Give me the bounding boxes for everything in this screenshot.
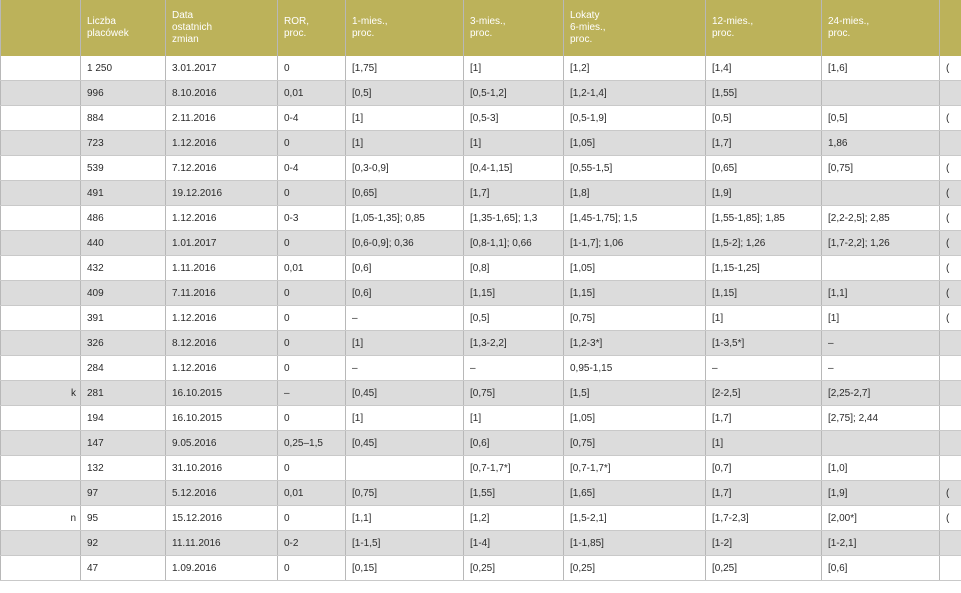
table-row [1,281,961,306]
cell-deposit-24m: [2,2-2,5]; 2,85 [822,206,940,231]
cell-next-column: ( [940,231,961,256]
cell-ror-rate: 0-2 [278,531,346,556]
cell-next-column [940,81,961,106]
cell-deposit-24m: [1,1] [822,281,940,306]
cell-deposit-6m: [1,45-1,75]; 1,5 [564,206,706,231]
header-line: 24-mies., [828,16,870,27]
cell-deposit-1m: [0,45] [346,431,464,456]
table-row [1,556,961,581]
cell-ror-rate: 0,01 [278,481,346,506]
cell-deposit-12m: [1,55] [706,81,822,106]
cell-deposit-3m: [1,7] [464,181,564,206]
cell-deposit-1m: [1] [346,331,464,356]
cell-deposit-12m: [1,7] [706,406,822,431]
cell-deposit-3m: [1,35-1,65]; 1,3 [464,206,564,231]
cell-deposit-3m: [0,5] [464,306,564,331]
cell-deposit-6m: [1,05] [564,406,706,431]
cell-deposit-6m: [0,7-1,7*] [564,456,706,481]
cell-branch-count: 486 [81,206,166,231]
cell-last-change-date: 16.10.2015 [166,381,278,406]
cell-deposit-1m: [0,45] [346,381,464,406]
cell-next-column: ( [940,56,961,81]
header-last-change-date [166,0,278,56]
cell-deposit-1m: [0,6] [346,256,464,281]
cell-branch-count: 491 [81,181,166,206]
cell-deposit-3m: [0,25] [464,556,564,581]
cell-bank-name [1,56,81,81]
table-row [1,131,961,156]
table-row [1,456,961,481]
cell-deposit-6m: [1,15] [564,281,706,306]
cell-ror-rate: 0,25–1,5 [278,431,346,456]
cell-next-column [940,381,961,406]
cell-deposit-1m: [1-1,5] [346,531,464,556]
cell-last-change-date: 1.01.2017 [166,231,278,256]
cell-deposit-6m: [1-1,85] [564,531,706,556]
cell-bank-name [1,331,81,356]
cell-deposit-12m: [0,25] [706,556,822,581]
cell-deposit-24m: [1,0] [822,456,940,481]
cell-last-change-date: 1.09.2016 [166,556,278,581]
header-line: zmian [172,34,199,45]
header-line: proc. [828,28,851,39]
cell-branch-count: 92 [81,531,166,556]
header-deposit-6m [564,0,706,56]
header-branch-count [81,0,166,56]
cell-last-change-date: 11.11.2016 [166,531,278,556]
cell-deposit-6m: 0,95-1,15 [564,356,706,381]
cell-branch-count: 391 [81,306,166,331]
cell-next-column [940,131,961,156]
cell-deposit-6m: [1,65] [564,481,706,506]
cell-deposit-12m: [1,7] [706,481,822,506]
cell-ror-rate: 0-4 [278,156,346,181]
cell-branch-count: 723 [81,131,166,156]
table-row [1,106,961,131]
cell-next-column: ( [940,256,961,281]
cell-bank-name [1,356,81,381]
table-row [1,531,961,556]
cell-last-change-date: 8.12.2016 [166,331,278,356]
cell-last-change-date: 1.11.2016 [166,256,278,281]
cell-next-column [940,356,961,381]
cell-deposit-24m [822,81,940,106]
cell-deposit-1m: [1,05-1,35]; 0,85 [346,206,464,231]
cell-deposit-3m: [1] [464,131,564,156]
cell-deposit-24m: [1,6] [822,56,940,81]
header-line: 6-mies., [570,22,606,33]
cell-deposit-3m: [0,8-1,1]; 0,66 [464,231,564,256]
cell-bank-name [1,406,81,431]
cell-branch-count: 432 [81,256,166,281]
cell-deposit-1m: [1] [346,406,464,431]
table-row [1,481,961,506]
header-line: proc. [570,34,593,45]
header-line: proc. [470,28,493,39]
cell-deposit-6m: [1,05] [564,256,706,281]
table-row [1,356,961,381]
cell-branch-count: 194 [81,406,166,431]
cell-deposit-1m: – [346,356,464,381]
cell-ror-rate: 0 [278,131,346,156]
cell-deposit-1m: [0,65] [346,181,464,206]
header-deposit-12m [706,0,822,56]
cell-bank-name [1,456,81,481]
cell-deposit-3m: [0,5-3] [464,106,564,131]
cell-bank-name [1,131,81,156]
cell-deposit-3m: – [464,356,564,381]
cell-ror-rate: 0 [278,356,346,381]
cell-ror-rate: 0 [278,506,346,531]
cell-bank-name [1,231,81,256]
cell-deposit-12m: [1,15-1,25] [706,256,822,281]
cell-last-change-date: 1.12.2016 [166,356,278,381]
table-row [1,56,961,81]
table-row [1,406,961,431]
cell-deposit-1m: [0,3-0,9] [346,156,464,181]
cell-deposit-3m: [1,2] [464,506,564,531]
table-row [1,256,961,281]
cell-bank-name [1,281,81,306]
cell-deposit-12m: [1] [706,431,822,456]
header-line: Liczba [87,16,116,27]
cell-deposit-6m: [1,5] [564,381,706,406]
cell-deposit-24m: [2,75]; 2,44 [822,406,940,431]
cell-deposit-1m: – [346,306,464,331]
cell-deposit-6m: [0,75] [564,306,706,331]
cell-deposit-24m: [1,7-2,2]; 1,26 [822,231,940,256]
cell-branch-count: 132 [81,456,166,481]
cell-deposit-24m: – [822,356,940,381]
cell-deposit-3m: [1-4] [464,531,564,556]
cell-deposit-12m: [1-3,5*] [706,331,822,356]
cell-bank-name [1,81,81,106]
header-line: 12-mies., [712,16,754,27]
cell-deposit-1m: [1] [346,106,464,131]
cell-bank-name [1,431,81,456]
cell-deposit-6m: [0,5-1,9] [564,106,706,131]
cell-last-change-date: 7.12.2016 [166,156,278,181]
cell-next-column: ( [940,481,961,506]
table-row [1,231,961,256]
cell-branch-count: 281 [81,381,166,406]
cell-deposit-3m: [1] [464,56,564,81]
cell-ror-rate: 0 [278,56,346,81]
cell-deposit-12m: – [706,356,822,381]
table-header-row [1,0,961,56]
cell-last-change-date: 7.11.2016 [166,281,278,306]
table-row [1,506,961,531]
table-row [1,181,961,206]
cell-deposit-3m: [1,55] [464,481,564,506]
cell-deposit-1m: [1,1] [346,506,464,531]
header-line: 1-mies., [352,16,388,27]
cell-bank-name [1,306,81,331]
cell-ror-rate: 0-3 [278,206,346,231]
table-row [1,381,961,406]
cell-ror-rate: 0 [278,556,346,581]
cell-deposit-12m: [1,7] [706,131,822,156]
table-row [1,431,961,456]
cell-bank-name [1,481,81,506]
cell-bank-name [1,531,81,556]
cell-deposit-24m: [1,9] [822,481,940,506]
cell-branch-count: 284 [81,356,166,381]
cell-last-change-date: 31.10.2016 [166,456,278,481]
header-ror-rate [278,0,346,56]
cell-next-column: ( [940,281,961,306]
cell-branch-count: 95 [81,506,166,531]
cell-next-column: ( [940,106,961,131]
cell-deposit-6m: [1,2-1,4] [564,81,706,106]
cell-deposit-24m [822,431,940,456]
header-line: 3-mies., [470,16,506,27]
table-body [1,56,961,581]
cell-branch-count: 884 [81,106,166,131]
cell-ror-rate: 0 [278,281,346,306]
cell-next-column [940,431,961,456]
header-line: placówek [87,28,129,39]
table-row [1,331,961,356]
cell-branch-count: 539 [81,156,166,181]
cell-next-column [940,406,961,431]
cell-deposit-12m: [2-2,5] [706,381,822,406]
cell-ror-rate: 0 [278,331,346,356]
cell-deposit-12m: [1-2] [706,531,822,556]
cell-last-change-date: 15.12.2016 [166,506,278,531]
cell-deposit-3m: [0,7-1,7*] [464,456,564,481]
cell-deposit-6m: [0,25] [564,556,706,581]
cell-last-change-date: 19.12.2016 [166,181,278,206]
cell-branch-count: 996 [81,81,166,106]
cell-ror-rate: 0,01 [278,81,346,106]
cell-next-column [940,456,961,481]
cell-branch-count: 97 [81,481,166,506]
cell-deposit-6m: [1,05] [564,131,706,156]
header-deposit-1m [346,0,464,56]
cell-ror-rate: 0 [278,406,346,431]
cell-deposit-24m [822,256,940,281]
cell-deposit-24m: [0,75] [822,156,940,181]
cell-deposit-1m: [0,6-0,9]; 0,36 [346,231,464,256]
cell-next-column: ( [940,506,961,531]
cell-deposit-6m: [1-1,7]; 1,06 [564,231,706,256]
cell-deposit-6m: [0,55-1,5] [564,156,706,181]
cell-deposit-3m: [0,8] [464,256,564,281]
cell-ror-rate: – [278,381,346,406]
cell-bank-name [1,256,81,281]
header-line: ostatnich [172,22,213,33]
header-line: proc. [352,28,375,39]
cell-deposit-12m: [1] [706,306,822,331]
cell-deposit-12m: [1,7-2,3] [706,506,822,531]
cell-deposit-6m: [1,5-2,1] [564,506,706,531]
cell-last-change-date: 1.12.2016 [166,131,278,156]
cell-deposit-12m: [0,65] [706,156,822,181]
header-line: proc. [284,28,307,39]
cell-deposit-1m [346,456,464,481]
header-line: proc. [712,28,735,39]
cell-deposit-12m: [1,55-1,85]; 1,85 [706,206,822,231]
cell-next-column: ( [940,306,961,331]
table-row [1,306,961,331]
cell-branch-count: 326 [81,331,166,356]
cell-last-change-date: 3.01.2017 [166,56,278,81]
cell-last-change-date: 16.10.2015 [166,406,278,431]
cell-branch-count: 147 [81,431,166,456]
cell-deposit-12m: [0,7] [706,456,822,481]
cell-deposit-3m: [1,3-2,2] [464,331,564,356]
cell-deposit-1m: [1,75] [346,56,464,81]
cell-deposit-3m: [0,75] [464,381,564,406]
cell-next-column: ( [940,206,961,231]
table-row [1,206,961,231]
cell-deposit-24m: [0,6] [822,556,940,581]
cell-ror-rate: 0 [278,306,346,331]
header-next-column [940,0,961,56]
cell-deposit-6m: [1,2] [564,56,706,81]
cell-deposit-24m: [2,25-2,7] [822,381,940,406]
cell-ror-rate: 0 [278,181,346,206]
cell-deposit-1m: [1] [346,131,464,156]
cell-ror-rate: 0 [278,231,346,256]
cell-next-column [940,531,961,556]
cell-last-change-date: 1.12.2016 [166,306,278,331]
cell-branch-count: 409 [81,281,166,306]
header-deposit-3m [464,0,564,56]
header-deposit-24m [822,0,940,56]
cell-deposit-6m: [1,2-3*] [564,331,706,356]
cell-deposit-24m: – [822,331,940,356]
cell-next-column [940,331,961,356]
header-line: ROR, [284,16,309,27]
header-line: Data [172,10,194,21]
cell-deposit-1m: [0,75] [346,481,464,506]
cell-bank-name [1,106,81,131]
cell-last-change-date: 5.12.2016 [166,481,278,506]
cell-bank-name [1,156,81,181]
cell-deposit-3m: [0,5-1,2] [464,81,564,106]
cell-last-change-date: 9.05.2016 [166,431,278,456]
cell-deposit-3m: [0,4-1,15] [464,156,564,181]
cell-last-change-date: 8.10.2016 [166,81,278,106]
cell-deposit-12m: [1,9] [706,181,822,206]
cell-bank-name: n [1,506,81,531]
cell-deposit-12m: [0,5] [706,106,822,131]
header-line: Lokaty [570,10,600,21]
table-row [1,156,961,181]
cell-deposit-3m: [1] [464,406,564,431]
cell-deposit-24m: [1-2,1] [822,531,940,556]
cell-deposit-24m: [1] [822,306,940,331]
header-bank-name [1,0,81,56]
cell-bank-name: k [1,381,81,406]
cell-ror-rate: 0-4 [278,106,346,131]
cell-deposit-12m: [1,5-2]; 1,26 [706,231,822,256]
cell-branch-count: 47 [81,556,166,581]
cell-bank-name [1,556,81,581]
cell-next-column: ( [940,156,961,181]
cell-deposit-24m [822,181,940,206]
cell-bank-name [1,181,81,206]
cell-ror-rate: 0,01 [278,256,346,281]
table-row [1,81,961,106]
cell-last-change-date: 2.11.2016 [166,106,278,131]
cell-deposit-1m: [0,15] [346,556,464,581]
cell-deposit-6m: [0,75] [564,431,706,456]
cell-deposit-12m: [1,15] [706,281,822,306]
cell-deposit-1m: [0,6] [346,281,464,306]
cell-deposit-1m: [0,5] [346,81,464,106]
cell-branch-count: 1 250 [81,56,166,81]
cell-deposit-24m: [2,00*] [822,506,940,531]
cell-bank-name [1,206,81,231]
cell-deposit-12m: [1,4] [706,56,822,81]
cell-branch-count: 440 [81,231,166,256]
cell-deposit-3m: [1,15] [464,281,564,306]
cell-deposit-24m: 1,86 [822,131,940,156]
cell-deposit-24m: [0,5] [822,106,940,131]
cell-ror-rate: 0 [278,456,346,481]
cell-next-column: ( [940,181,961,206]
cell-deposit-6m: [1,8] [564,181,706,206]
cell-last-change-date: 1.12.2016 [166,206,278,231]
cell-next-column [940,556,961,581]
cell-deposit-3m: [0,6] [464,431,564,456]
